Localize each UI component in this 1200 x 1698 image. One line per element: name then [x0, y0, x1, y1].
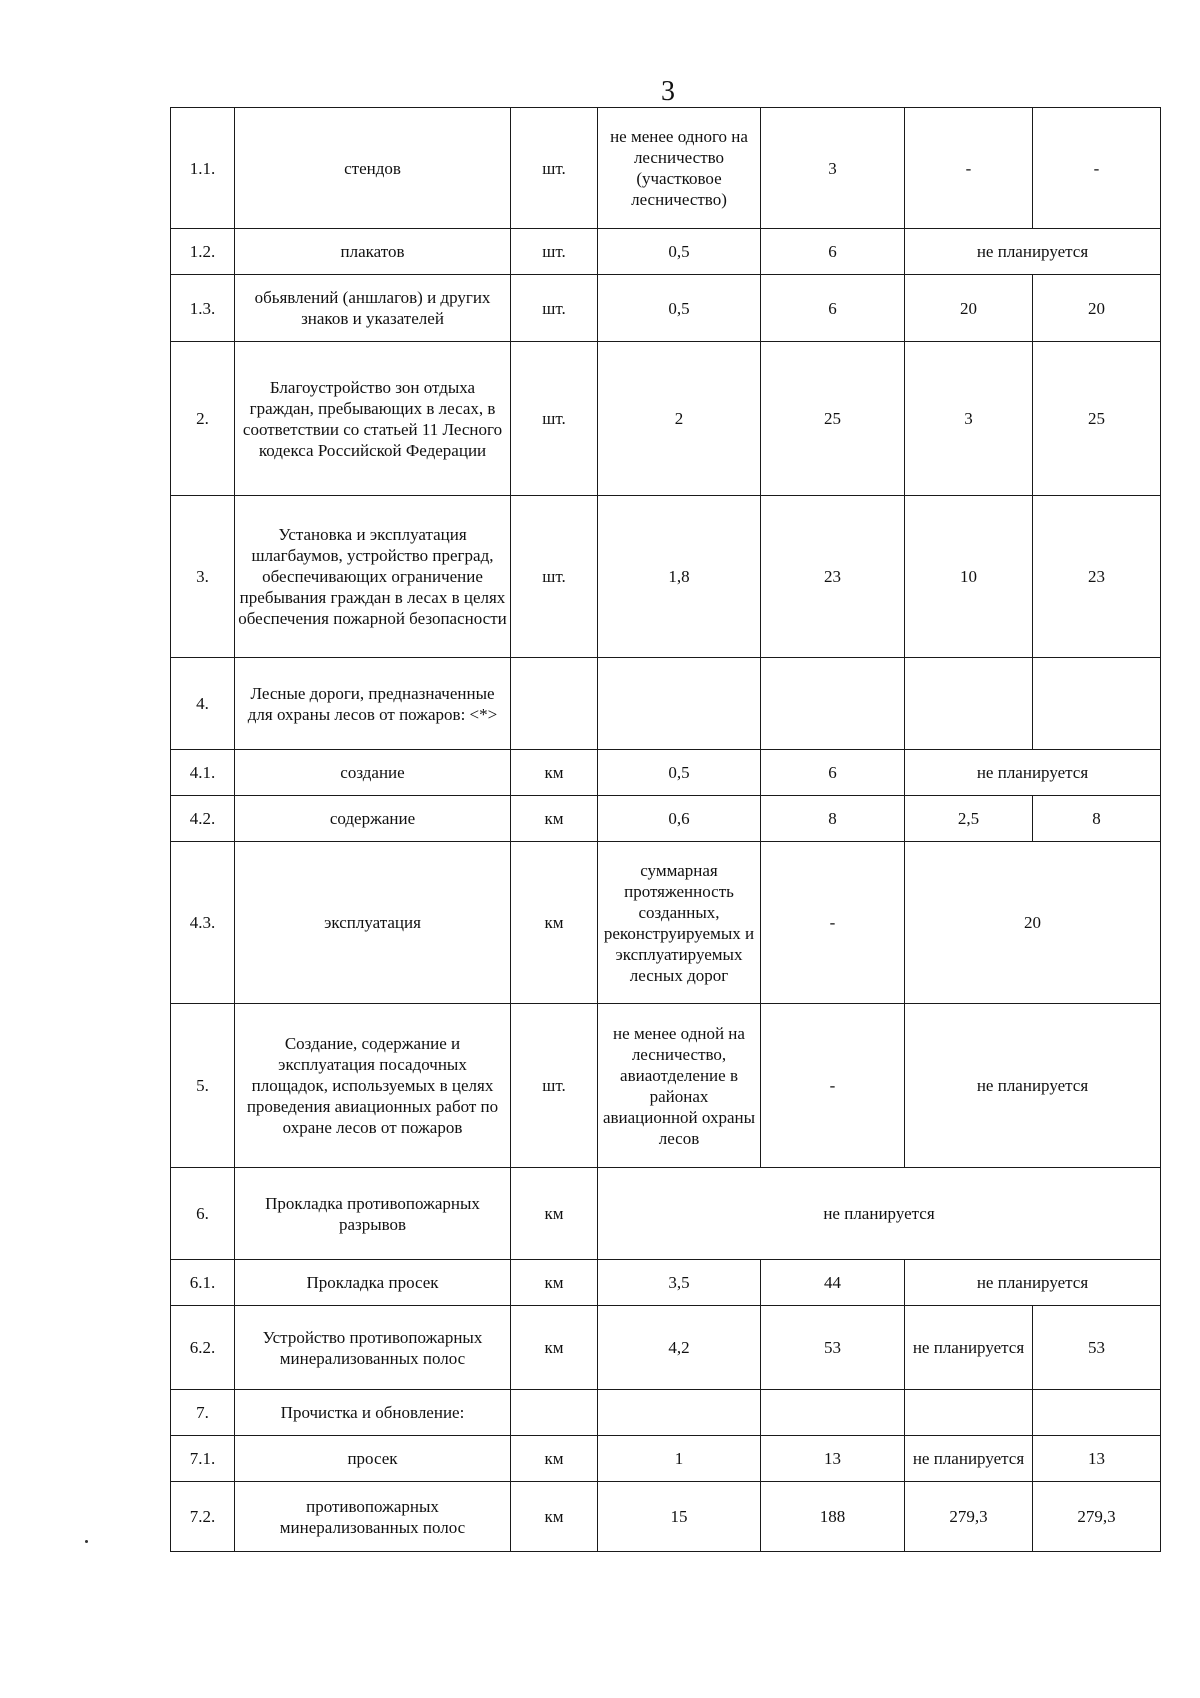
table-row [171, 1260, 1161, 1306]
measure-name: Лесные дороги, предназначенные для охраны лесов от пожаров: <*> [235, 658, 511, 750]
norm-cell: 0,6 [598, 796, 761, 842]
value-cell: не планируется [905, 1306, 1033, 1390]
row-number: 1.1. [171, 108, 235, 229]
row-number: 1.3. [171, 275, 235, 342]
row-number: 6.1. [171, 1260, 235, 1306]
norm-cell: 2 [598, 342, 761, 496]
table-row [171, 1306, 1161, 1390]
norm-cell: 1 [598, 1436, 761, 1482]
unit-cell: шт. [511, 229, 598, 275]
table-row [171, 108, 1161, 229]
row-number: 4. [171, 658, 235, 750]
unit-cell: шт. [511, 108, 598, 229]
value-cell: 279,3 [905, 1482, 1033, 1552]
unit-cell: шт. [511, 275, 598, 342]
need-cell: 44 [761, 1260, 905, 1306]
norm-cell: 1,8 [598, 496, 761, 658]
table-row [171, 275, 1161, 342]
row-number: 2. [171, 342, 235, 496]
unit-cell [511, 658, 598, 750]
value-cell: 53 [1033, 1306, 1161, 1390]
measure-name: Прокладка просек [235, 1260, 511, 1306]
value-cell: 20 [1033, 275, 1161, 342]
measure-name: Благоустройство зон отдыха граждан, пребывающих в лесах, в соответствии со статьей 11 Лесного кодекса Российской Федерации [235, 342, 511, 496]
measures-table [170, 107, 1161, 1552]
norm-cell: не менее одной на лесничество, авиаотделение в районах авиационной охраны лесов [598, 1004, 761, 1168]
norm-cell: 0,5 [598, 275, 761, 342]
row-number: 3. [171, 496, 235, 658]
unit-cell: шт. [511, 342, 598, 496]
row-number: 7.2. [171, 1482, 235, 1552]
need-cell: - [761, 1004, 905, 1168]
table-row [171, 750, 1161, 796]
measure-name: плакатов [235, 229, 511, 275]
merged-value-cell: не планируется [905, 750, 1161, 796]
merged-value-cell: 20 [905, 842, 1161, 1004]
measure-name: создание [235, 750, 511, 796]
measure-name: эксплуатация [235, 842, 511, 1004]
table-row [171, 1004, 1161, 1168]
merged-value-cell: не планируется [905, 1004, 1161, 1168]
unit-cell: км [511, 1436, 598, 1482]
row-number: 7.1. [171, 1436, 235, 1482]
table-row [171, 842, 1161, 1004]
norm-cell: 0,5 [598, 229, 761, 275]
merged-value-cell: не планируется [905, 229, 1161, 275]
need-cell: 188 [761, 1482, 905, 1552]
need-cell: 13 [761, 1436, 905, 1482]
need-cell: 3 [761, 108, 905, 229]
norm-cell [598, 658, 761, 750]
unit-cell: км [511, 1482, 598, 1552]
table-row [171, 1436, 1161, 1482]
value-cell: 8 [1033, 796, 1161, 842]
value-cell: 3 [905, 342, 1033, 496]
unit-cell: км [511, 750, 598, 796]
table-row [171, 1482, 1161, 1552]
row-number: 4.1. [171, 750, 235, 796]
row-number: 4.2. [171, 796, 235, 842]
measure-name: стендов [235, 108, 511, 229]
row-number: 5. [171, 1004, 235, 1168]
norm-cell: суммарная протяженность созданных, реконструируемых и эксплуатируемых лесных дорог [598, 842, 761, 1004]
norm-cell: 4,2 [598, 1306, 761, 1390]
value-cell [1033, 1390, 1161, 1436]
need-cell [761, 658, 905, 750]
norm-cell: 0,5 [598, 750, 761, 796]
norm-cell: 15 [598, 1482, 761, 1552]
measure-name: Создание, содержание и эксплуатация посадочных площадок, используемых в целях проведения авиационных работ по охране лесов от пожаров [235, 1004, 511, 1168]
unit-cell: км [511, 796, 598, 842]
norm-cell [598, 1390, 761, 1436]
unit-cell: км [511, 1260, 598, 1306]
norm-cell: не менее одного на лесничество (участковое лесничество) [598, 108, 761, 229]
merged-value-cell: не планируется [598, 1168, 1161, 1260]
value-cell [905, 658, 1033, 750]
measure-name: Устройство противопожарных минерализованных полос [235, 1306, 511, 1390]
value-cell [1033, 658, 1161, 750]
need-cell: 23 [761, 496, 905, 658]
merged-value-cell: не планируется [905, 1260, 1161, 1306]
value-cell: 13 [1033, 1436, 1161, 1482]
value-cell: 23 [1033, 496, 1161, 658]
need-cell: - [761, 842, 905, 1004]
value-cell: - [905, 108, 1033, 229]
table-row [171, 496, 1161, 658]
need-cell: 6 [761, 750, 905, 796]
value-cell: 20 [905, 275, 1033, 342]
measure-name: просек [235, 1436, 511, 1482]
table-row [171, 229, 1161, 275]
row-number: 1.2. [171, 229, 235, 275]
value-cell: 10 [905, 496, 1033, 658]
value-cell [905, 1390, 1033, 1436]
measure-name: обьявлений (аншлагов) и других знаков и указателей [235, 275, 511, 342]
unit-cell: км [511, 842, 598, 1004]
row-number: 6. [171, 1168, 235, 1260]
need-cell: 8 [761, 796, 905, 842]
value-cell: 279,3 [1033, 1482, 1161, 1552]
unit-cell: км [511, 1306, 598, 1390]
value-cell: 2,5 [905, 796, 1033, 842]
norm-cell: 3,5 [598, 1260, 761, 1306]
measure-name: содержание [235, 796, 511, 842]
table-row [171, 658, 1161, 750]
table-row [171, 796, 1161, 842]
unit-cell: км [511, 1168, 598, 1260]
need-cell: 6 [761, 229, 905, 275]
measure-name: Прочистка и обновление: [235, 1390, 511, 1436]
unit-cell: шт. [511, 496, 598, 658]
need-cell: 53 [761, 1306, 905, 1390]
need-cell: 25 [761, 342, 905, 496]
page-number: 3 [661, 76, 675, 107]
scan-dot [85, 1540, 88, 1543]
unit-cell [511, 1390, 598, 1436]
measure-name: Установка и эксплуатация шлагбаумов, устройство преград, обеспечивающих ограничение пребывания граждан в лесах в целях обеспечения пожарной безопасности [235, 496, 511, 658]
value-cell: 25 [1033, 342, 1161, 496]
measure-name: противопожарных минерализованных полос [235, 1482, 511, 1552]
unit-cell: шт. [511, 1004, 598, 1168]
value-cell: - [1033, 108, 1161, 229]
row-number: 4.3. [171, 842, 235, 1004]
value-cell: не планируется [905, 1436, 1033, 1482]
table-row [171, 342, 1161, 496]
row-number: 6.2. [171, 1306, 235, 1390]
need-cell [761, 1390, 905, 1436]
measure-name: Прокладка противопожарных разрывов [235, 1168, 511, 1260]
need-cell: 6 [761, 275, 905, 342]
table-row [171, 1390, 1161, 1436]
table-row [171, 1168, 1161, 1260]
row-number: 7. [171, 1390, 235, 1436]
